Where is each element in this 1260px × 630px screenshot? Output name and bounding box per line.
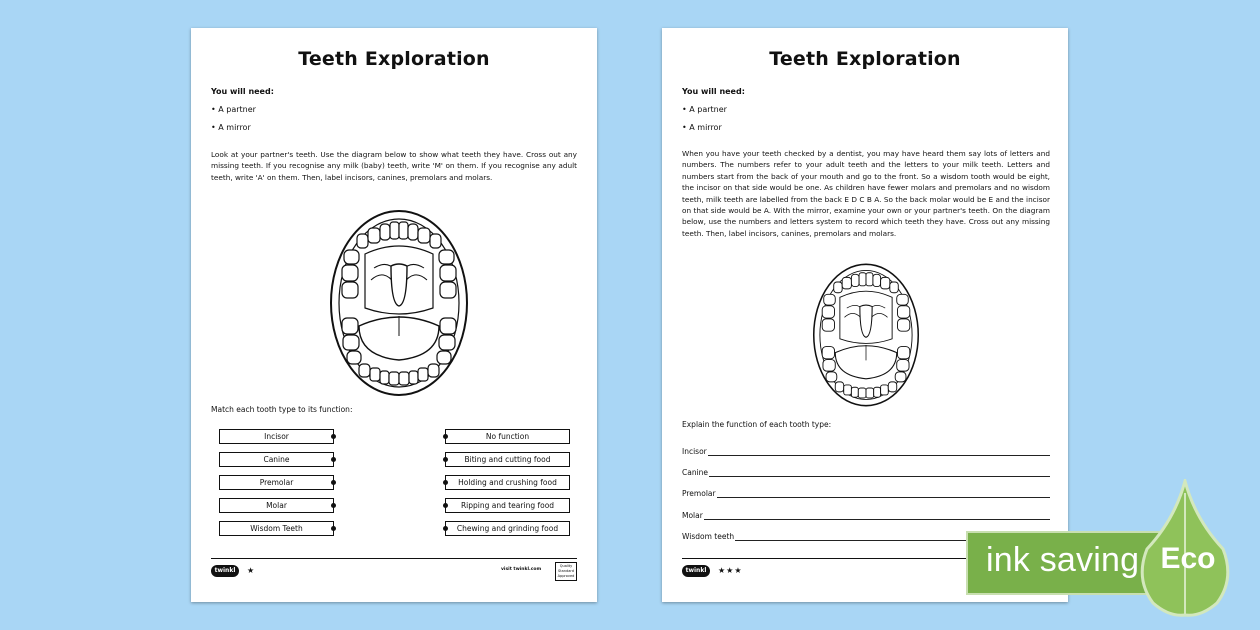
ink-saving-text: ink saving <box>986 541 1140 579</box>
tooth-type-box[interactable] <box>219 475 334 490</box>
tooth-type-label: Wisdom Teeth <box>250 524 303 533</box>
page-title: Teeth Exploration <box>298 48 490 70</box>
answer-label: Molar <box>682 511 703 520</box>
instructions-text: Look at your partner's teeth. Use the diagram below to show what teeth they have. Cross out any missing teeth. If you recognise any milk (baby) teeth, write 'M' on them. If you recognise any adult teeth, write 'A' on them. Then, label incisors, canines, premolars and molars. <box>211 150 577 182</box>
answer-label: Premolar <box>682 489 716 498</box>
tooth-type-box[interactable] <box>219 521 334 536</box>
answer-line-canine[interactable] <box>682 466 1050 478</box>
function-label: Biting and cutting food <box>464 455 551 464</box>
material-item: • A partner <box>211 105 256 114</box>
material-item: • A partner <box>682 105 727 114</box>
function-label: No function <box>485 432 530 441</box>
function-box[interactable] <box>445 498 570 513</box>
mouth-diagram <box>812 262 920 408</box>
answer-label: Wisdom teeth <box>682 532 735 541</box>
answer-label: Incisor <box>682 447 707 456</box>
function-box[interactable] <box>445 475 570 490</box>
materials-heading: You will need: <box>682 87 745 96</box>
connector-dot[interactable] <box>331 434 336 439</box>
tooth-type-label: Premolar <box>259 478 294 487</box>
function-label: Ripping and tearing food <box>460 501 555 510</box>
answer-line-premolar[interactable] <box>682 487 1050 499</box>
twinkl-logo: twinkl <box>682 565 710 577</box>
connector-dot[interactable] <box>443 503 448 508</box>
function-box[interactable] <box>445 521 570 536</box>
function-label: Holding and crushing food <box>458 478 557 487</box>
page-title: Teeth Exploration <box>769 48 961 70</box>
tooth-type-box[interactable] <box>219 429 334 444</box>
connector-dot[interactable] <box>443 526 448 531</box>
eco-label: Eco <box>1160 542 1216 575</box>
explain-heading: Explain the function of each tooth type: <box>682 420 832 429</box>
materials-list <box>211 83 274 137</box>
answer-line-molar[interactable] <box>682 509 1050 521</box>
visit-link: visit twinkl.com <box>501 567 542 572</box>
worksheet-page-1 <box>191 28 597 602</box>
connector-dot[interactable] <box>443 434 448 439</box>
twinkl-logo: twinkl <box>211 565 239 577</box>
material-item: • A mirror <box>682 123 722 132</box>
function-box[interactable] <box>445 429 570 444</box>
quality-badge: Quality Standard Approved <box>555 562 577 581</box>
match-heading: Match each tooth type to its function: <box>211 405 353 414</box>
function-box[interactable] <box>445 452 570 467</box>
tooth-type-label: Molar <box>266 501 287 510</box>
answer-line-incisor[interactable] <box>682 445 1050 457</box>
difficulty-stars: ★★★ <box>718 566 743 575</box>
tooth-type-box[interactable] <box>219 498 334 513</box>
materials-heading: You will need: <box>211 87 274 96</box>
connector-dot[interactable] <box>443 457 448 462</box>
difficulty-stars: ★ <box>247 566 256 575</box>
worksheet-page-2 <box>662 28 1068 602</box>
connector-dot[interactable] <box>443 480 448 485</box>
tooth-type-label: Canine <box>263 455 290 464</box>
function-label: Chewing and grinding food <box>456 524 559 533</box>
connector-dot[interactable] <box>331 503 336 508</box>
footer-divider <box>211 558 577 559</box>
connector-dot[interactable] <box>331 457 336 462</box>
tooth-type-box[interactable] <box>219 452 334 467</box>
tooth-type-label: Incisor <box>264 432 289 441</box>
material-item: • A mirror <box>211 123 251 132</box>
answer-label: Canine <box>682 468 709 477</box>
instructions-text: When you have your teeth checked by a dentist, you may have heard them say lots of letters and numbers. The numbers refer to your adult teeth and the letters to your milk teeth. Letters and numbers start from the back of your mouth and go to the front. So a wisdom tooth would be eight, the incisor on that side would be one. As children have fewer molars and premolars and no wisdom teeth, milk teeth are labelled from the back E D C B A. So the back molar would be E and the incisor on that side would be A. With the mirror, examine your own or your partner's teeth. On the diagram below, use the numbers and letters system to record which teeth they have. Cross out any missing teeth. Then, label incisors, canines, premolars and molars. <box>682 149 1050 238</box>
connector-dot[interactable] <box>331 480 336 485</box>
materials-list <box>682 83 745 137</box>
mouth-diagram <box>328 208 470 398</box>
connector-dot[interactable] <box>331 526 336 531</box>
